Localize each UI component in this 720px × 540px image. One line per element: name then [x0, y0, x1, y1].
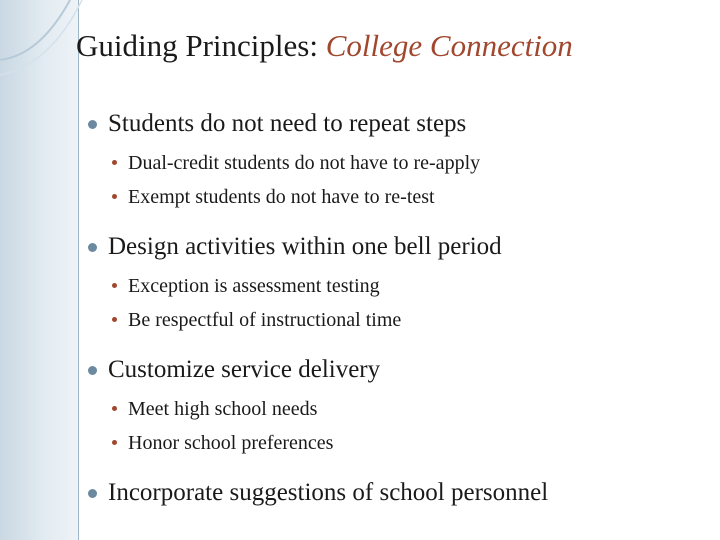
sub-bullet-item: Exception is assessment testing: [88, 269, 708, 303]
sub-bullet-item: Exempt students do not have to re-test: [88, 180, 708, 214]
bullet-list: [88, 104, 708, 513]
bullet-item: Customize service delivery: [88, 350, 708, 390]
sub-bullet-list: [88, 269, 708, 337]
bullet-item: Design activities within one bell period: [88, 227, 708, 267]
bullet-item: Students do not need to repeat steps: [88, 104, 708, 144]
title-accent: College Connection: [325, 28, 573, 63]
bullet-group-2: [88, 227, 708, 337]
bullet-group-3: [88, 350, 708, 460]
sub-bullet-item: Honor school preferences: [88, 426, 708, 460]
slide-title: [76, 26, 573, 66]
sub-bullet-item: Be respectful of instructional time: [88, 303, 708, 337]
bullet-group-4: [88, 473, 708, 513]
bullet-group-1: [88, 104, 708, 214]
bullet-item: Incorporate suggestions of school personnel: [88, 473, 708, 513]
sub-bullet-list: [88, 146, 708, 214]
sub-bullet-list: [88, 392, 708, 460]
sub-bullet-item: Meet high school needs: [88, 392, 708, 426]
title-main: Guiding Principles:: [76, 28, 326, 63]
sub-bullet-item: Dual-credit students do not have to re-apply: [88, 146, 708, 180]
